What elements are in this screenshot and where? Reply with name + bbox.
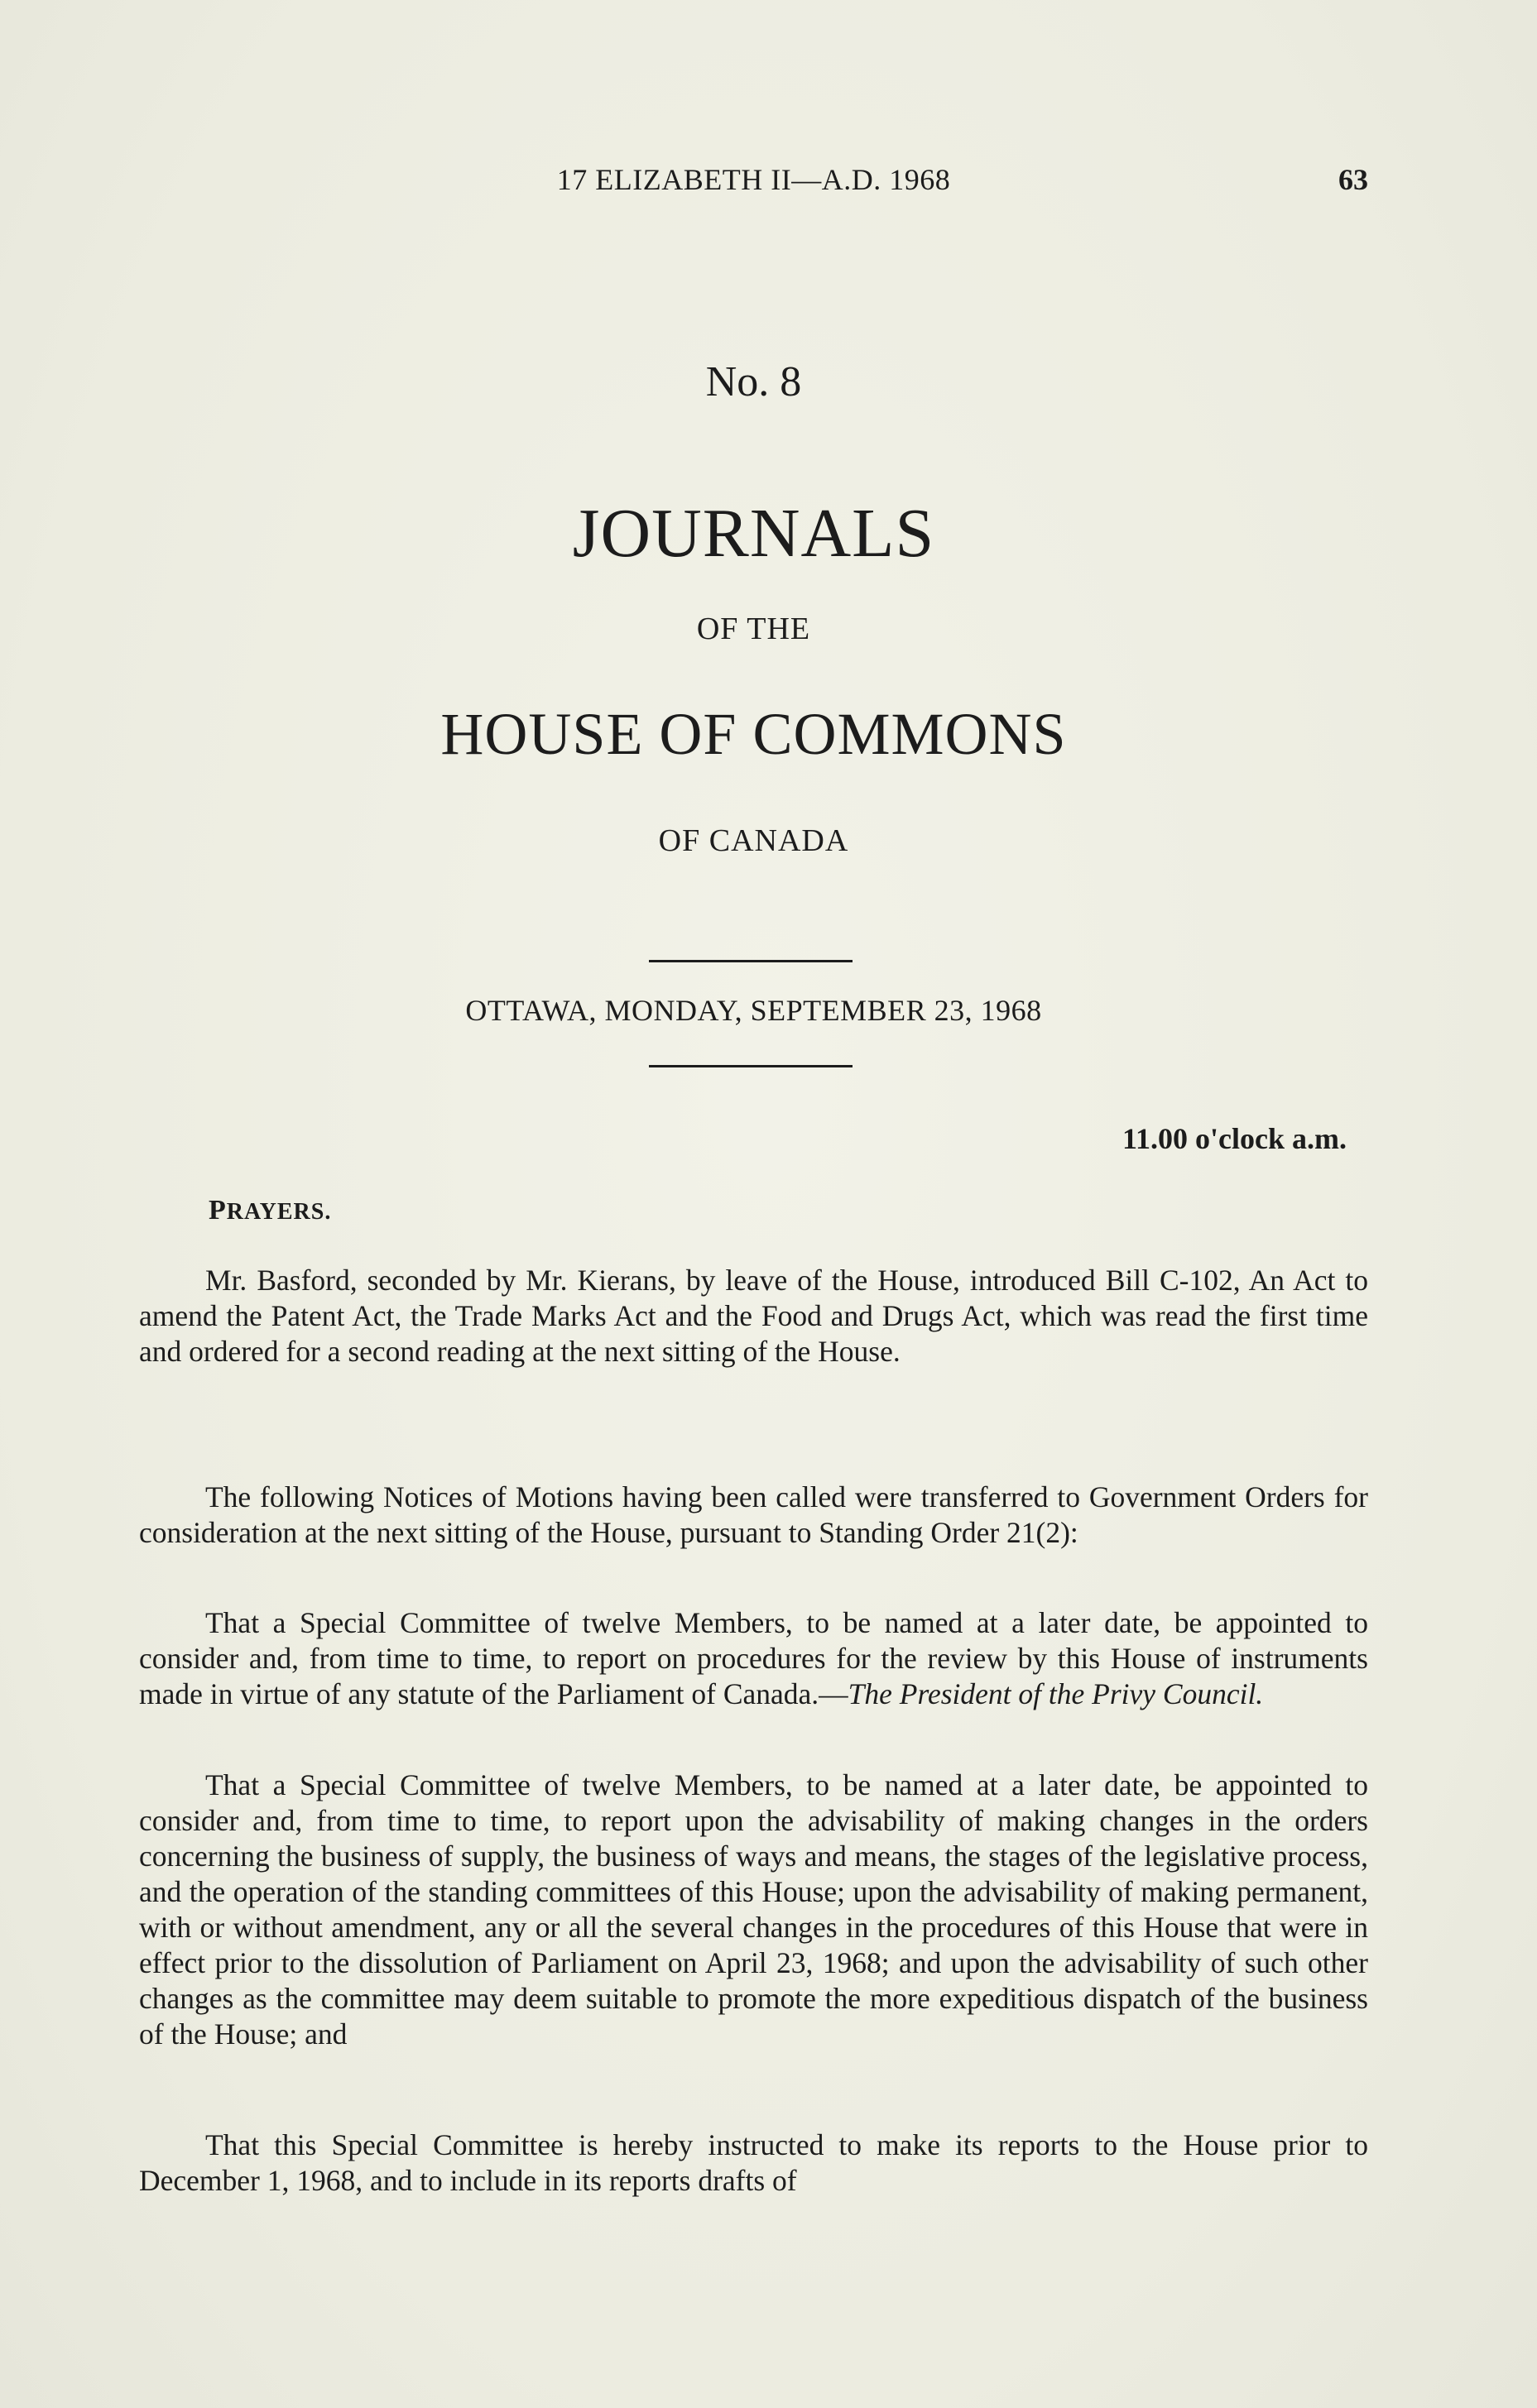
journals-heading: JOURNALS [572, 495, 935, 572]
paragraph-attribution: The President of the Privy Council. [848, 1677, 1264, 1710]
divider-rule-bottom [649, 1065, 853, 1067]
paragraph-committee-instruments-text: That a Special Committee of twelve Members, to be named at a later date, be appointed to consider and, from time to time, to report on procedures for the review by this House of instruments made in virtue of any statute of the Parliament of Canada.— [139, 1606, 1368, 1710]
prayers-rest: RAYERS. [226, 1199, 332, 1225]
issue-number: No. 8 [705, 358, 802, 405]
paragraph-notices-transferred: The following Notices of Motions having been called were transferred to Government Orders for consideration at the next sitting of the House, pursuant to Standing Order 21(2): [139, 1480, 1368, 1549]
divider-rule-top [649, 960, 853, 962]
running-head-title: 17 ELIZABETH II—A.D. 1968 [556, 163, 951, 196]
paragraph-bill-c102: Mr. Basford, seconded by Mr. Kierans, by leave of the House, introduced Bill C-102, An Act to amend the Patent Act, the Trade Marks Act and the Food and Drugs Act, which was read the first time and ordered for a second reading at the next sitting of the House. [139, 1264, 1368, 1368]
prayers-heading [209, 1195, 331, 1226]
paragraph-committee-instruments [139, 1605, 1368, 1712]
sitting-time: 11.00 o'clock a.m. [1122, 1122, 1347, 1155]
prayers-initial: P [209, 1195, 227, 1226]
paragraph-committee-procedures: That a Special Committee of twelve Members, to be named at a later date, be appointed to consider and, from time to time, to report upon the advisability of making changes in the orders concerning the business of supply, the business of ways and means, the stages of the legislative process, and the operation of the standing committees of this House; upon the advisability of making permanent, with or without amendment, any or all the several changes in the procedures of this House that were in effect prior to the dissolution of Parliament on April 23, 1968; and upon the advisability of such other changes as the committee may deem suitable to promote the more expeditious dispatch of the business of the House; and [139, 1768, 1368, 2051]
running-head [139, 162, 1368, 204]
paragraph-committee-instructions: That this Special Committee is hereby instructed to make its reports to the House prior to December 1, 1968, and to include in its reports drafts of [139, 2128, 1368, 2197]
house-of-commons-heading: HOUSE OF COMMONS [440, 701, 1067, 767]
of-the-heading: OF THE [696, 612, 811, 646]
of-canada-heading: OF CANADA [658, 823, 849, 858]
page-number: 63 [1338, 163, 1368, 196]
dateline: OTTAWA, MONDAY, SEPTEMBER 23, 1968 [465, 994, 1042, 1027]
